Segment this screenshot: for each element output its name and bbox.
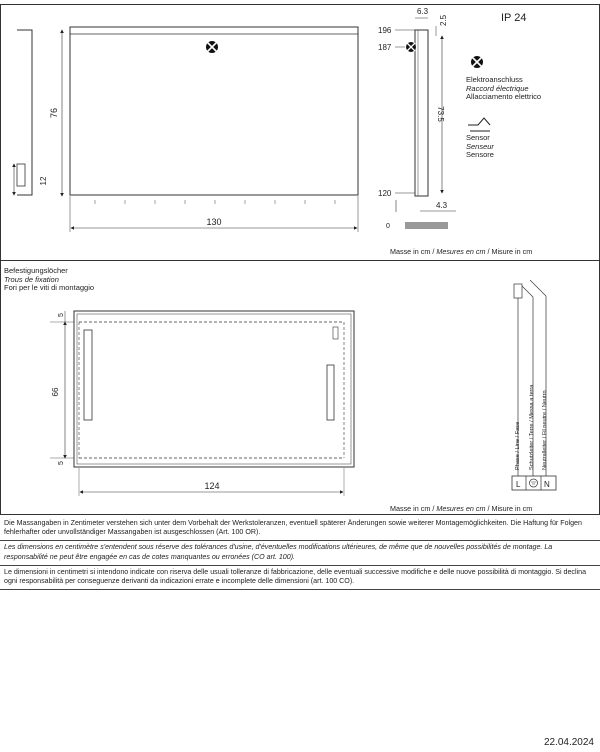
- height-dim: 76: [49, 107, 59, 119]
- side-view: [378, 7, 456, 230]
- svg-text:0: 0: [386, 223, 390, 230]
- mounting-view: [50, 311, 354, 496]
- legend-power: Elektroanschluss Raccord électrique Allacciamento elettrico: [466, 75, 542, 102]
- svg-text:6.3: 6.3: [417, 7, 429, 16]
- note-de: Die Massangaben in Zentimeter verstehen sich unter dem Vorbehalt der Werkstoleranzen, eventuell späterer Änderungen sowie weiterer Montagemöglichkeiten. Die Haftung für Folgen fehlerhafter oder unvollständiger Massangaben ist ausgeschlossen (Art. 100 OR).: [0, 517, 600, 541]
- svg-text:187: 187: [378, 43, 392, 52]
- sensor-dim: 12: [39, 176, 48, 186]
- svg-text:2.5: 2.5: [439, 14, 448, 26]
- svg-text:120: 120: [378, 189, 392, 198]
- svg-text:196: 196: [378, 26, 392, 35]
- ground-terminal-icon: [530, 479, 538, 487]
- svg-text:Neutralleiter / Fil neutre / N: Neutralleiter / Fil neutre / Neutro: [542, 390, 548, 470]
- ip-rating: IP 24: [501, 12, 527, 24]
- mounting-holes-label: Befestigungslöcher Trous de fixation Fori per le viti di montaggio: [4, 266, 95, 293]
- sensor-icon: [468, 118, 490, 131]
- front-view: [14, 27, 358, 232]
- svg-text:Phase / Line / Fase: Phase / Line / Fase: [515, 421, 521, 470]
- svg-text:5: 5: [58, 313, 65, 317]
- wiring-diagram: [512, 280, 556, 490]
- svg-text:5: 5: [58, 461, 65, 465]
- terminal-l: L: [516, 480, 521, 489]
- svg-text:66: 66: [51, 387, 60, 397]
- svg-text:Schutzleiter / Terre / Messa a: Schutzleiter / Terre / Messa a terra: [529, 384, 535, 470]
- note-fr: Les dimensions en centimètre s'entendent sous réserve des tolérances d'usine, d'éventuelles modifications ultérieures, de même que de nouvelles possibilités de montage. La responsabilité ne peut être engagée en cas de cotes manquantes ou erronées (CO art. 100).: [0, 541, 600, 565]
- svg-text:73.5: 73.5: [436, 106, 445, 122]
- svg-text:4.3: 4.3: [436, 201, 448, 210]
- note-it: Le dimensioni in centimetri si intendono indicate con riserva delle usuali tolleranze di fabbricazione, delle eventuali successive modifiche e delle nuove possibilità di montaggio. Si declina ogni responsabilità per conseguenze derivanti da indicazioni errate e incomplete delle dimensioni (art. 100 CO).: [0, 566, 600, 590]
- svg-text:124: 124: [204, 481, 220, 491]
- terminal-n: N: [544, 480, 550, 489]
- legend-sensor: Sensor Senseur Sensore: [466, 133, 494, 160]
- document-date: 22.04.2024: [543, 737, 594, 748]
- units-label-top: Masse in cm / Mesures en cm / Misure in cm: [390, 247, 533, 256]
- units-label-bottom: Masse in cm / Mesures en cm / Misure in cm: [390, 504, 533, 513]
- width-dim: 130: [206, 217, 222, 227]
- disclaimer-notes: [0, 517, 600, 590]
